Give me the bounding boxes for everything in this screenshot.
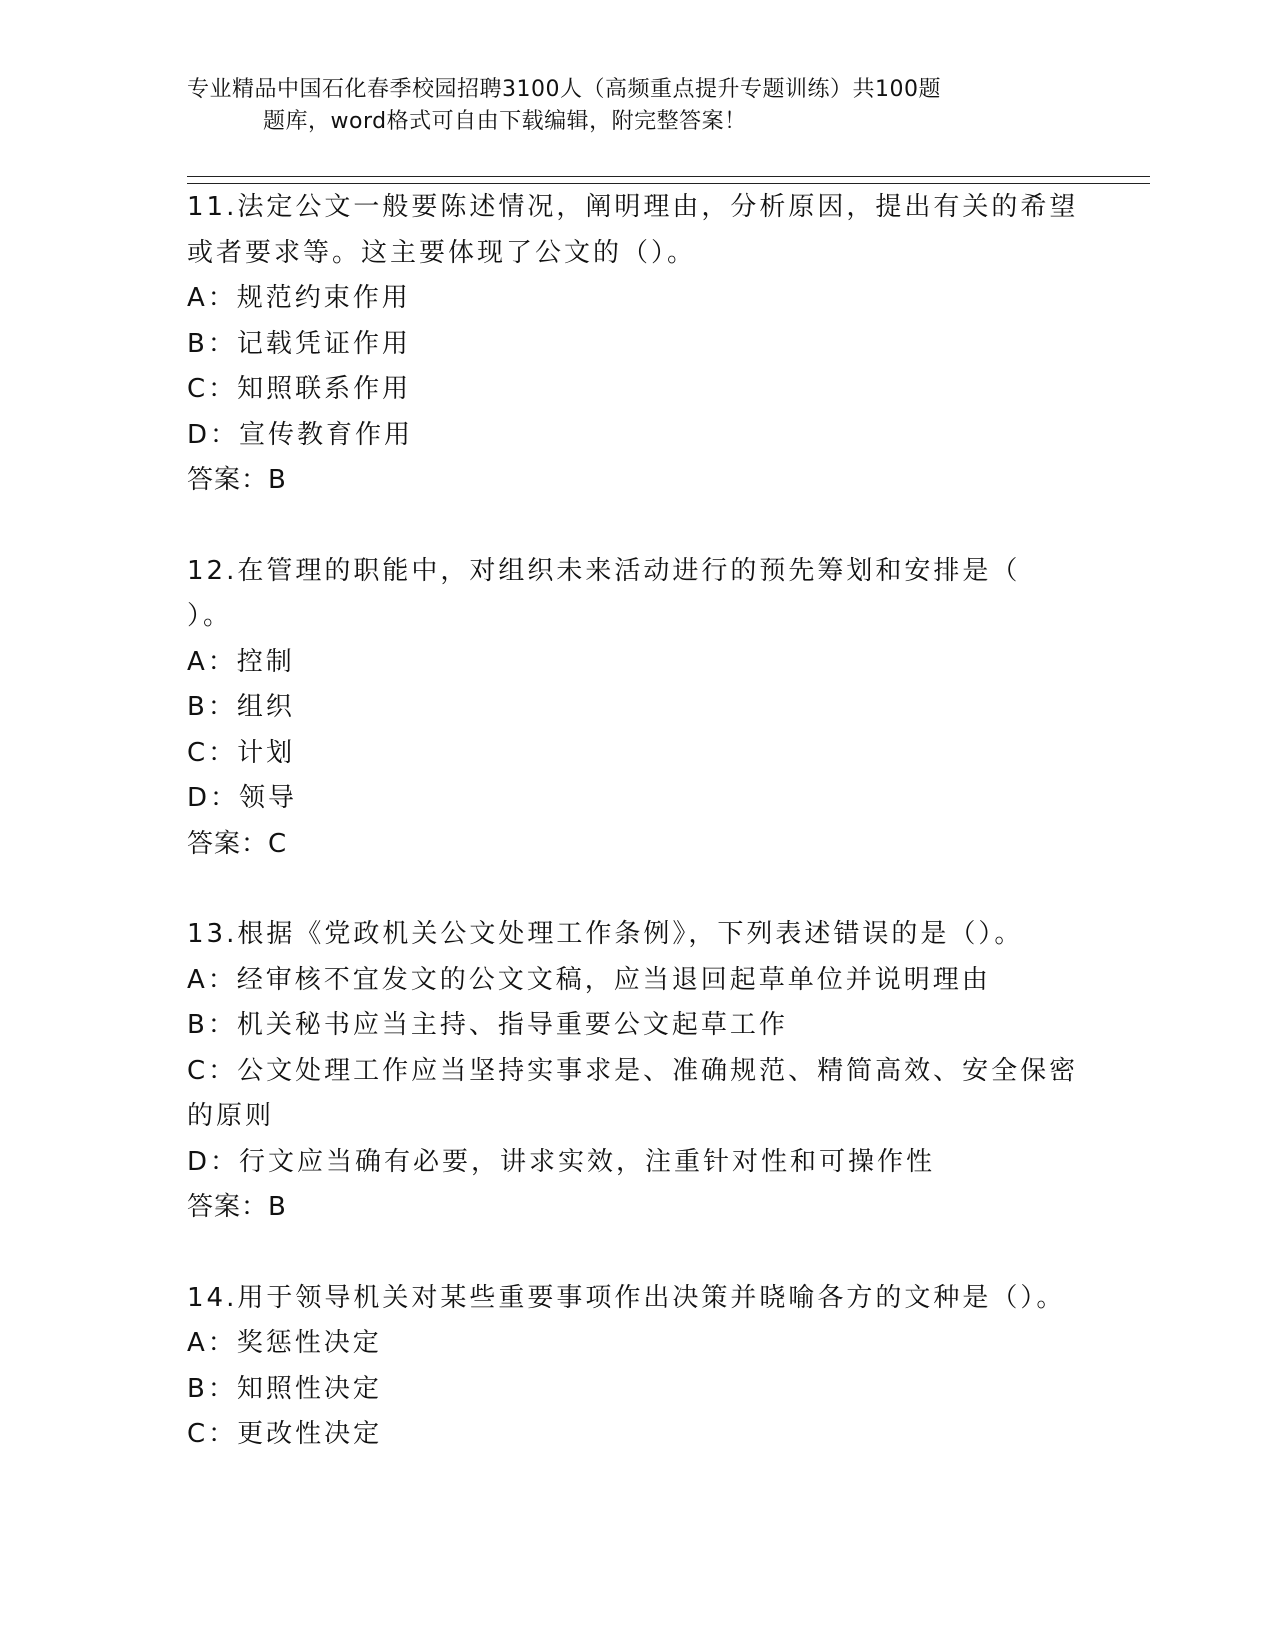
header-divider-bottom (187, 183, 1150, 184)
option-c: C：计划 (187, 737, 296, 768)
option-a: A：奖惩性决定 (187, 1328, 382, 1358)
question-stem: 11.法定公文一般要陈述情况，阐明理由，分析原因，提出有关的希望 (187, 192, 1079, 222)
option-d: D：领导 (187, 783, 298, 813)
option-a: A：控制 (187, 646, 295, 677)
option-c: C：公文处理工作应当坚持实事求是、准确规范、精简高效、安全保密 (187, 1055, 1079, 1086)
option-a: A：经审核不宜发文的公文文稿，应当退回起草单位并说明理由 (187, 964, 991, 995)
question-stem: ）。 (187, 601, 233, 631)
document-header (187, 74, 1087, 138)
question-stem: 14.用于领导机关对某些重要事项作出决策并晓喻各方的文种是（）。 (187, 1282, 1066, 1313)
option-c: C：更改性决定 (187, 1419, 383, 1449)
answer: 答案：B (187, 1192, 287, 1222)
header-title-line-2: 题库，word格式可自由下载编辑，附完整答案！ (263, 109, 747, 134)
question-12 (187, 549, 1087, 868)
question-11 (187, 185, 1087, 504)
option-d: D：宣传教育作用 (187, 419, 414, 450)
option-b: B：组织 (187, 692, 295, 722)
option-b: B：记载凭证作用 (187, 328, 411, 359)
answer: 答案：C (187, 828, 288, 859)
option-b: B：知照性决定 (187, 1373, 382, 1404)
question-list (187, 185, 1087, 1458)
question-stem: 12.在管理的职能中，对组织未来活动进行的预先筹划和安排是（ (187, 555, 1021, 586)
question-13 (187, 912, 1087, 1231)
question-stem: 或者要求等。这主要体现了公文的（）。 (187, 237, 697, 268)
option-c: C：知照联系作用 (187, 374, 412, 404)
option-a: A：规范约束作用 (187, 283, 411, 313)
question-stem: 13.根据《党政机关公文处理工作条例》，下列表述错误的是（）。 (187, 919, 1024, 949)
question-14 (187, 1276, 1087, 1458)
option-d: D：行文应当确有必要，讲求实效，注重针对性和可操作性 (187, 1146, 936, 1177)
option-c-continued: 的原则 (187, 1101, 275, 1131)
option-b: B：机关秘书应当主持、指导重要公文起草工作 (187, 1010, 788, 1040)
header-title-line-1: 专业精品中国石化春季校园招聘3100人（高频重点提升专题训练）共100题 (187, 77, 941, 102)
answer: 答案：B (187, 465, 287, 495)
header-divider-top (187, 176, 1150, 177)
